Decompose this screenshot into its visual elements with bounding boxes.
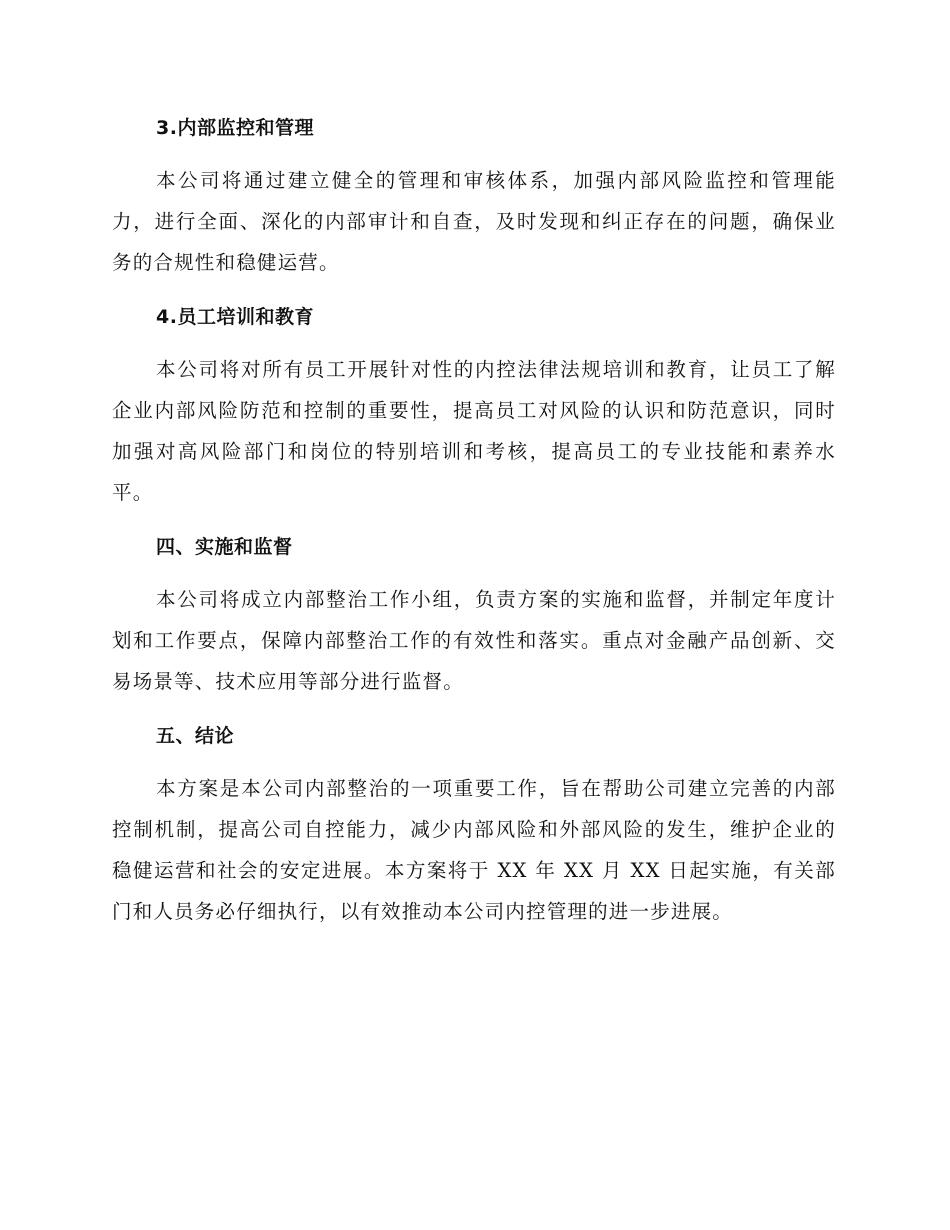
section-paragraph-conclusion: 本方案是本公司内部整治的一项重要工作，旨在帮助公司建立完善的内部控制机制，提高公司自控能力，减少内部风险和外部风险的发生，维护企业的稳健运营和社会的安定进展。本方案将于 XX 年 XX 月 XX 日起实施，有关部门和人员务必仔细执行，以有效推动本公司内控管理的进一步进展。 [112,777,836,923]
section-heading-conclusion: 五、结论 [156,725,235,747]
section-paragraph-implementation: 本公司将成立内部整治工作小组，负责方案的实施和监督，并制定年度计划和工作要点，保障内部整治工作的有效性和落实。重点对金融产品创新、交易场景等、技术应用等部分进行监督。 [112,588,836,693]
document-body [112,110,836,948]
section-paragraph-staff-training: 本公司将对所有员工开展针对性的内控法律法规培训和教育，让员工了解企业内部风险防范和控制的重要性，提高员工对风险的认识和防范意识，同时加强对高风险部门和岗位的特别培训和考核，提高员工的专业技能和素养水平。 [112,358,836,504]
section-paragraph-internal-monitoring: 本公司将通过建立健全的管理和审核体系，加强内部风险监控和管理能力，进行全面、深化的内部审计和自查，及时发现和纠正存在的问题，确保业务的合规性和稳健运营。 [112,169,836,274]
section-heading-staff-training: 4.员工培训和教育 [156,306,314,328]
section-heading-internal-monitoring: 3.内部监控和管理 [156,117,314,139]
section-heading-implementation: 四、实施和监督 [156,536,293,558]
